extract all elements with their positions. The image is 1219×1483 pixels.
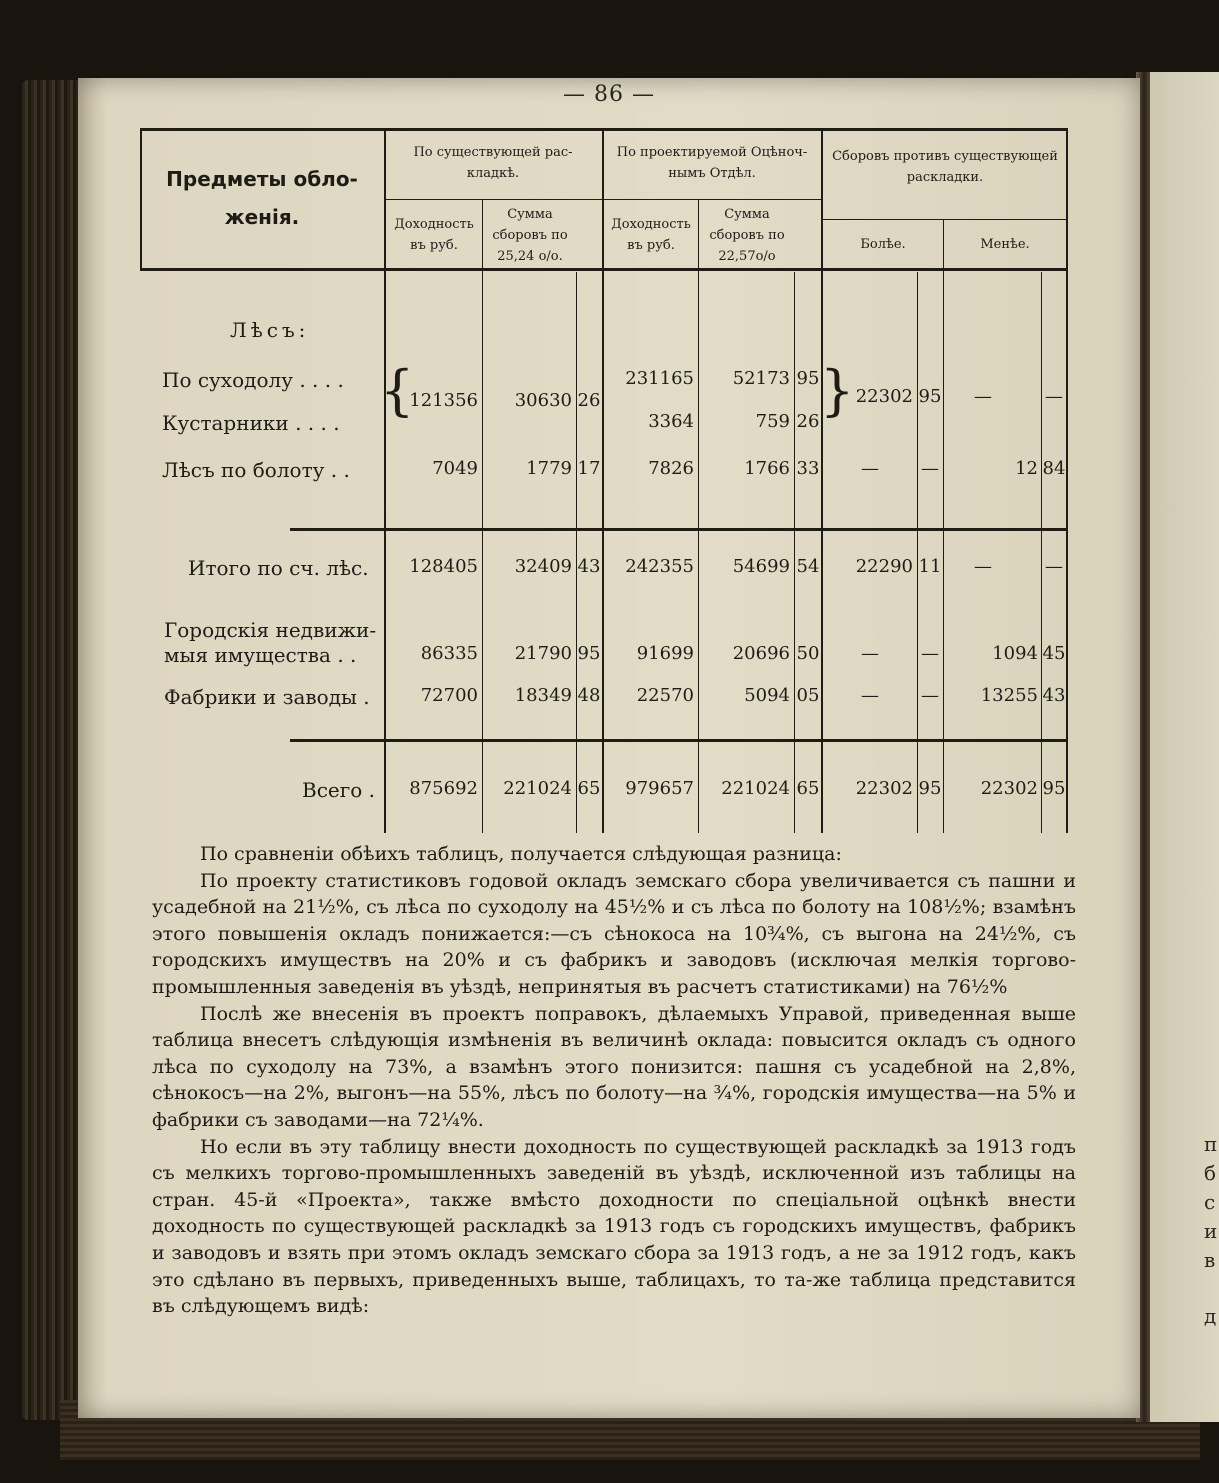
cell-sum-existing: 32409: [514, 556, 572, 577]
cell-sum-existing: 21790: [514, 643, 572, 664]
cell-income-existing: 7049: [432, 458, 478, 479]
row-label: Лѣсъ по болоту . .: [162, 458, 350, 482]
cell-less: —: [974, 386, 992, 407]
cell-kop-projected: 26: [796, 411, 820, 432]
cell-income-existing: 128405: [409, 556, 478, 577]
cell-more: 22302: [855, 386, 913, 407]
row-label: Кустарники . . . .: [162, 411, 340, 435]
column-header-more: Болѣе.: [860, 237, 906, 252]
cell-less: 13255: [980, 685, 1038, 706]
cell-kop-projected: 05: [796, 685, 820, 706]
cell-income-projected: 91699: [636, 643, 694, 664]
cell-sum-existing: 221024: [503, 778, 572, 799]
book-page: [78, 78, 1140, 1418]
facing-page-fragment: б: [1204, 1161, 1217, 1185]
cell-less: 12: [1015, 458, 1038, 479]
cell-kop-existing: 48: [577, 685, 601, 706]
page-number: — 86 —: [563, 82, 655, 107]
cell-sum-existing: 1779: [526, 458, 572, 479]
cell-income-projected: 242355: [625, 556, 694, 577]
cell-kop-projected: 50: [796, 643, 820, 664]
column-header-income-existing: Доходность въ руб.: [394, 217, 474, 253]
cell-kop-existing: 26: [577, 390, 601, 411]
cell-more: 22290: [855, 556, 913, 577]
cell-kop-existing: 95: [577, 643, 601, 664]
row-label: мыя имущества . .: [164, 643, 357, 667]
column-header-income-projected: Доходность въ руб.: [611, 217, 691, 253]
column-header-sum-existing: Сумма сборовъ по 25,24 о/о.: [492, 207, 568, 264]
tax-table: [140, 128, 1068, 833]
cell-kop-existing: 17: [577, 458, 601, 479]
column-group-difference: Сборовъ противъ существующей раскладки.: [832, 149, 1058, 185]
cell-kop-projected: 33: [796, 458, 820, 479]
cell-kop-more: —: [921, 685, 939, 706]
cell-kop-less: 95: [1042, 778, 1066, 799]
cell-kop-less: —: [1045, 556, 1063, 577]
row-label: Итого по сч. лѣс.: [188, 556, 369, 580]
row-label: Городскія недвижи-: [164, 618, 377, 642]
cell-kop-projected: 65: [796, 778, 820, 799]
row-label: Фабрики и заводы .: [164, 685, 370, 709]
cell-more: —: [861, 458, 879, 479]
brace-left: {: [380, 359, 415, 422]
cell-more: —: [861, 643, 879, 664]
cell-kop-projected: 54: [796, 556, 820, 577]
cell-sum-existing: 30630: [514, 390, 572, 411]
cell-kop-more: 95: [918, 386, 942, 407]
cell-income-projected: 231165: [625, 368, 694, 389]
cell-sum-projected: 5094: [744, 685, 790, 706]
cell-kop-projected: 95: [796, 368, 820, 389]
facing-page-fragment: и: [1204, 1219, 1218, 1243]
body-text: [152, 841, 1076, 1320]
cell-kop-more: 11: [918, 556, 942, 577]
cell-income-projected: 7826: [648, 458, 694, 479]
row-heading-forest: Лѣсъ:: [230, 318, 310, 342]
cell-income-projected: 3364: [648, 411, 694, 432]
cell-kop-existing: 43: [577, 556, 601, 577]
cell-income-existing: 86335: [420, 643, 478, 664]
cell-income-projected: 979657: [625, 778, 694, 799]
cell-kop-less: —: [1045, 386, 1063, 407]
cell-kop-more: —: [921, 458, 939, 479]
cell-sum-projected: 1766: [744, 458, 790, 479]
column-header-subject: Предметы обло- женія.: [166, 167, 358, 229]
cell-kop-less: 84: [1042, 458, 1066, 479]
paragraph: Послѣ же внесенія въ проектъ поправокъ, дѣлаемыхъ Управой, приведенная выше таблица внесетъ слѣдующія измѣненія въ величинѣ оклада: повысится окладъ съ одного лѣса по суходолу на 73%, а взамѣнъ этого понизится: пашня съ усадебной на 2,8%, сѣнокосъ—на 2%, выгонъ—на 55%, лѣсъ по болоту—на ¾%, городскія имущества—на 5% и фабрики съ заводами—на 72¼%.: [152, 1002, 1076, 1131]
cell-kop-less: 43: [1042, 685, 1066, 706]
column-header-sum-projected: Сумма сборовъ по 22,57о/о: [709, 207, 785, 264]
brace-right: }: [820, 359, 855, 422]
paragraph: Но если въ эту таблицу внести доходность по существующей раскладкѣ за 1913 годъ съ мелкихъ торгово-промышленныхъ заведеній въ уѣздѣ, исключенной изъ таблицы на стран. 45-й «Проекта», также вмѣсто доходности по спеціальной оцѣнкѣ внести доходность по существующей раскладкѣ за 1913 годъ съ городскихъ имуществъ, фабрикъ и заводовъ и взять при этомъ окладъ земскаго сбора за 1913 годъ, а не за 1912 годъ, какъ это сдѣлано въ первыхъ, приведенныхъ выше, таблицахъ, то та-же таблица представится въ слѣдующемъ видѣ:: [152, 1135, 1076, 1318]
cell-kop-more: —: [921, 643, 939, 664]
cell-income-existing: 875692: [409, 778, 478, 799]
cell-sum-projected: 759: [755, 411, 790, 432]
facing-page-fragment: д: [1204, 1304, 1217, 1328]
cell-kop-less: 45: [1042, 643, 1066, 664]
cell-income-existing: 121356: [409, 390, 478, 411]
cell-more: 22302: [855, 778, 913, 799]
row-label: Всего .: [302, 778, 375, 802]
facing-page-fragment: в: [1204, 1248, 1216, 1272]
cell-sum-projected: 54699: [732, 556, 790, 577]
cell-kop-existing: 65: [577, 778, 601, 799]
facing-page-fragment: с: [1204, 1190, 1216, 1214]
cell-sum-projected: 52173: [732, 368, 790, 389]
paragraph: По сравненіи обѣихъ таблицъ, получается слѣдующая разница:: [200, 843, 842, 865]
cell-kop-more: 95: [918, 778, 942, 799]
cell-less: —: [974, 556, 992, 577]
cell-income-existing: 72700: [420, 685, 478, 706]
paragraph: По проекту статистиковъ годовой окладъ земскаго сбора увеличивается съ пашни и усадебной на 21½%, съ лѣса по суходолу на 45½% и съ лѣса по болоту на 108½%; взамѣнъ этого повышенія окладъ понижается:—съ сѣнокоса на 10¾%, съ выгона на 24½%, съ городскихъ имуществъ на 20% и съ фабрикъ и заводовъ (исключая мелкія торгово-промышленныя заведенія въ уѣздѣ, непринятыя въ расчетъ статистиками) на 76½%: [152, 869, 1076, 998]
cell-sum-projected: 221024: [721, 778, 790, 799]
cell-less: 1094: [992, 643, 1038, 664]
cell-sum-existing: 18349: [514, 685, 572, 706]
row-label: По суходолу . . . .: [162, 368, 344, 392]
facing-page-fragment: п: [1204, 1132, 1218, 1156]
column-group-projected: По проектируемой Оцѣноч-нымъ Отдѣл.: [616, 145, 808, 181]
facing-page: [1150, 72, 1219, 1422]
column-header-less: Менѣе.: [980, 237, 1030, 252]
cell-sum-projected: 20696: [732, 643, 790, 664]
cell-less: 22302: [980, 778, 1038, 799]
cell-income-projected: 22570: [636, 685, 694, 706]
column-group-existing: По существующей рас-кладкѣ.: [413, 145, 573, 181]
cell-more: —: [861, 685, 879, 706]
